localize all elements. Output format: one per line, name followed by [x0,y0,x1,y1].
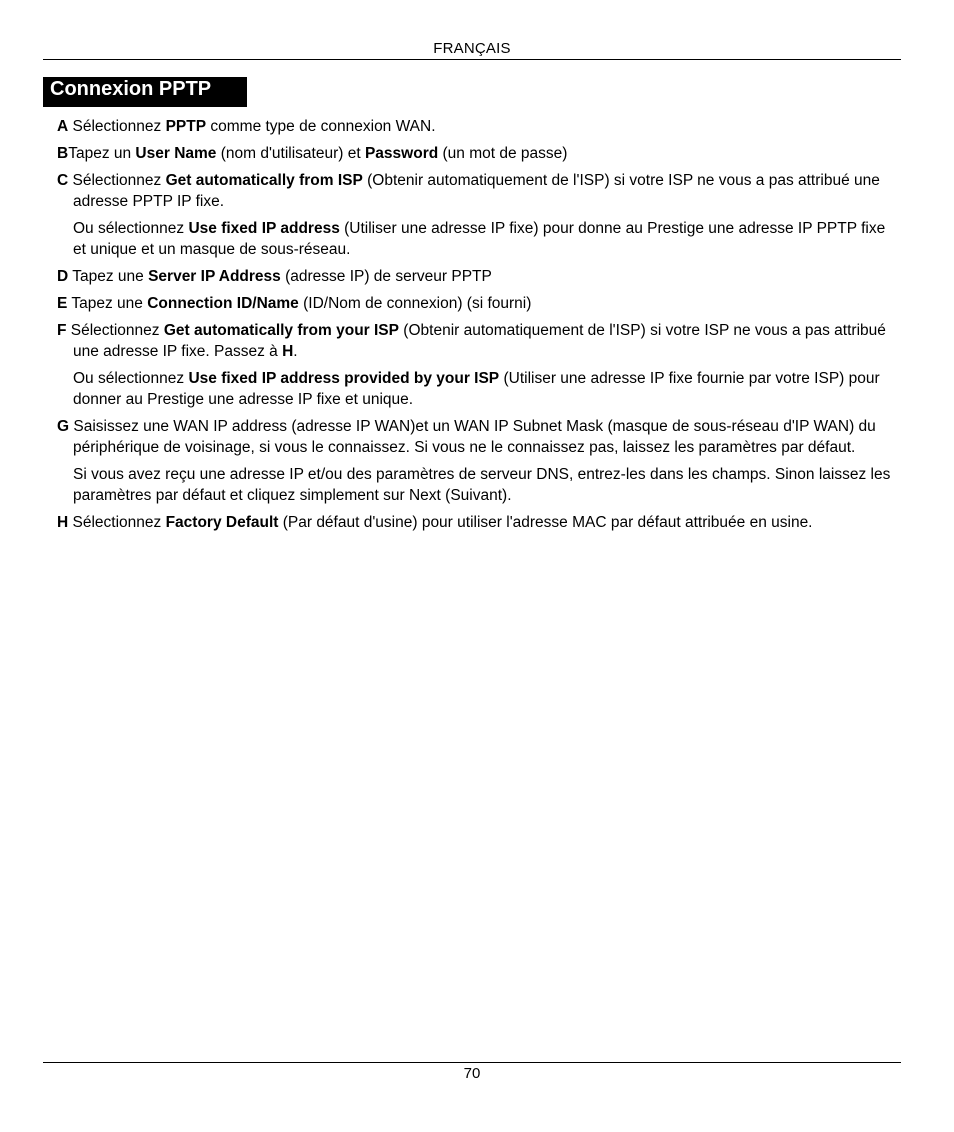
step-b: BTapez un User Name (nom d'utilisateur) et Password (un mot de passe) [57,145,568,162]
ui-term: Connection ID/Name [147,295,299,312]
step-f: F Sélectionnez Get automatically from your ISP (Obtenir automatiquement de l'ISP) si votre ISP ne vous a pas attribué une adresse IP fixe. Passez à H. [57,322,886,360]
step-e: E Tapez une Connection ID/Name (ID/Nom de connexion) (si fourni) [57,295,532,312]
step-c: C Sélectionnez Get automatically from ISP (Obtenir automatiquement de l'ISP) si votre ISP ne vous a pas attribué une adresse PPTP IP fixe. [57,172,880,210]
ui-term: Use fixed IP address [188,220,340,237]
header-divider [43,59,901,60]
step-f-alternative: Ou sélectionnez Use fixed IP address provided by your ISP (Utiliser une adresse IP fixe fournie par votre ISP) pour donner au Prestige une adresse IP fixe et unique. [73,370,880,408]
step-letter: B [57,145,69,162]
ui-term: Factory Default [165,514,279,531]
step-d: D Tapez une Server IP Address (adresse IP) de serveur PPTP [57,268,492,285]
step-letter: E [57,295,68,312]
section-title: Connexion PPTP [43,77,247,107]
ui-term: Get automatically from your ISP [163,322,399,339]
ui-term: Use fixed IP address provided by your ISP [188,370,500,387]
footer-divider [43,1062,901,1063]
step-letter: F [57,322,67,339]
step-g-note: Si vous avez reçu une adresse IP et/ou des paramètres de serveur DNS, entrez-les dans les champs. Sinon laissez les paramètres par défaut et cliquez simplement sur Next (Suivant). [73,466,891,504]
page-number: 70 [463,1065,481,1082]
step-letter: C [57,172,69,189]
page-header-language: FRANÇAIS [433,40,511,57]
step-letter: A [57,118,69,135]
step-h: H Sélectionnez Factory Default (Par défaut d'usine) pour utiliser l'adresse MAC par défaut attribuée en usine. [57,514,813,531]
ui-term: Get automatically from ISP [165,172,363,189]
ui-term: Server IP Address [148,268,281,285]
ui-term: Password [364,145,439,162]
step-letter: D [57,268,69,285]
step-c-alternative: Ou sélectionnez Use fixed IP address (Utiliser une adresse IP fixe) pour donne au Prestige une adresse IP PPTP fixe et unique et un masque de sous-réseau. [73,220,886,258]
step-letter: H [57,514,69,531]
step-letter: G [57,418,70,435]
ui-term: PPTP [165,118,207,135]
step-g: G Saisissez une WAN IP address (adresse IP WAN)et un WAN IP Subnet Mask (masque de sous-réseau d'IP WAN) du périphérique de voisinage, si vous le connaissez. Si vous ne le connaissez pas, laissez les paramètres par défaut. [57,418,876,456]
step-a: A Sélectionnez PPTP comme type de connexion WAN. [57,118,436,135]
ui-term: User Name [135,145,217,162]
instruction-steps [57,116,897,539]
step-reference: H [282,343,294,360]
